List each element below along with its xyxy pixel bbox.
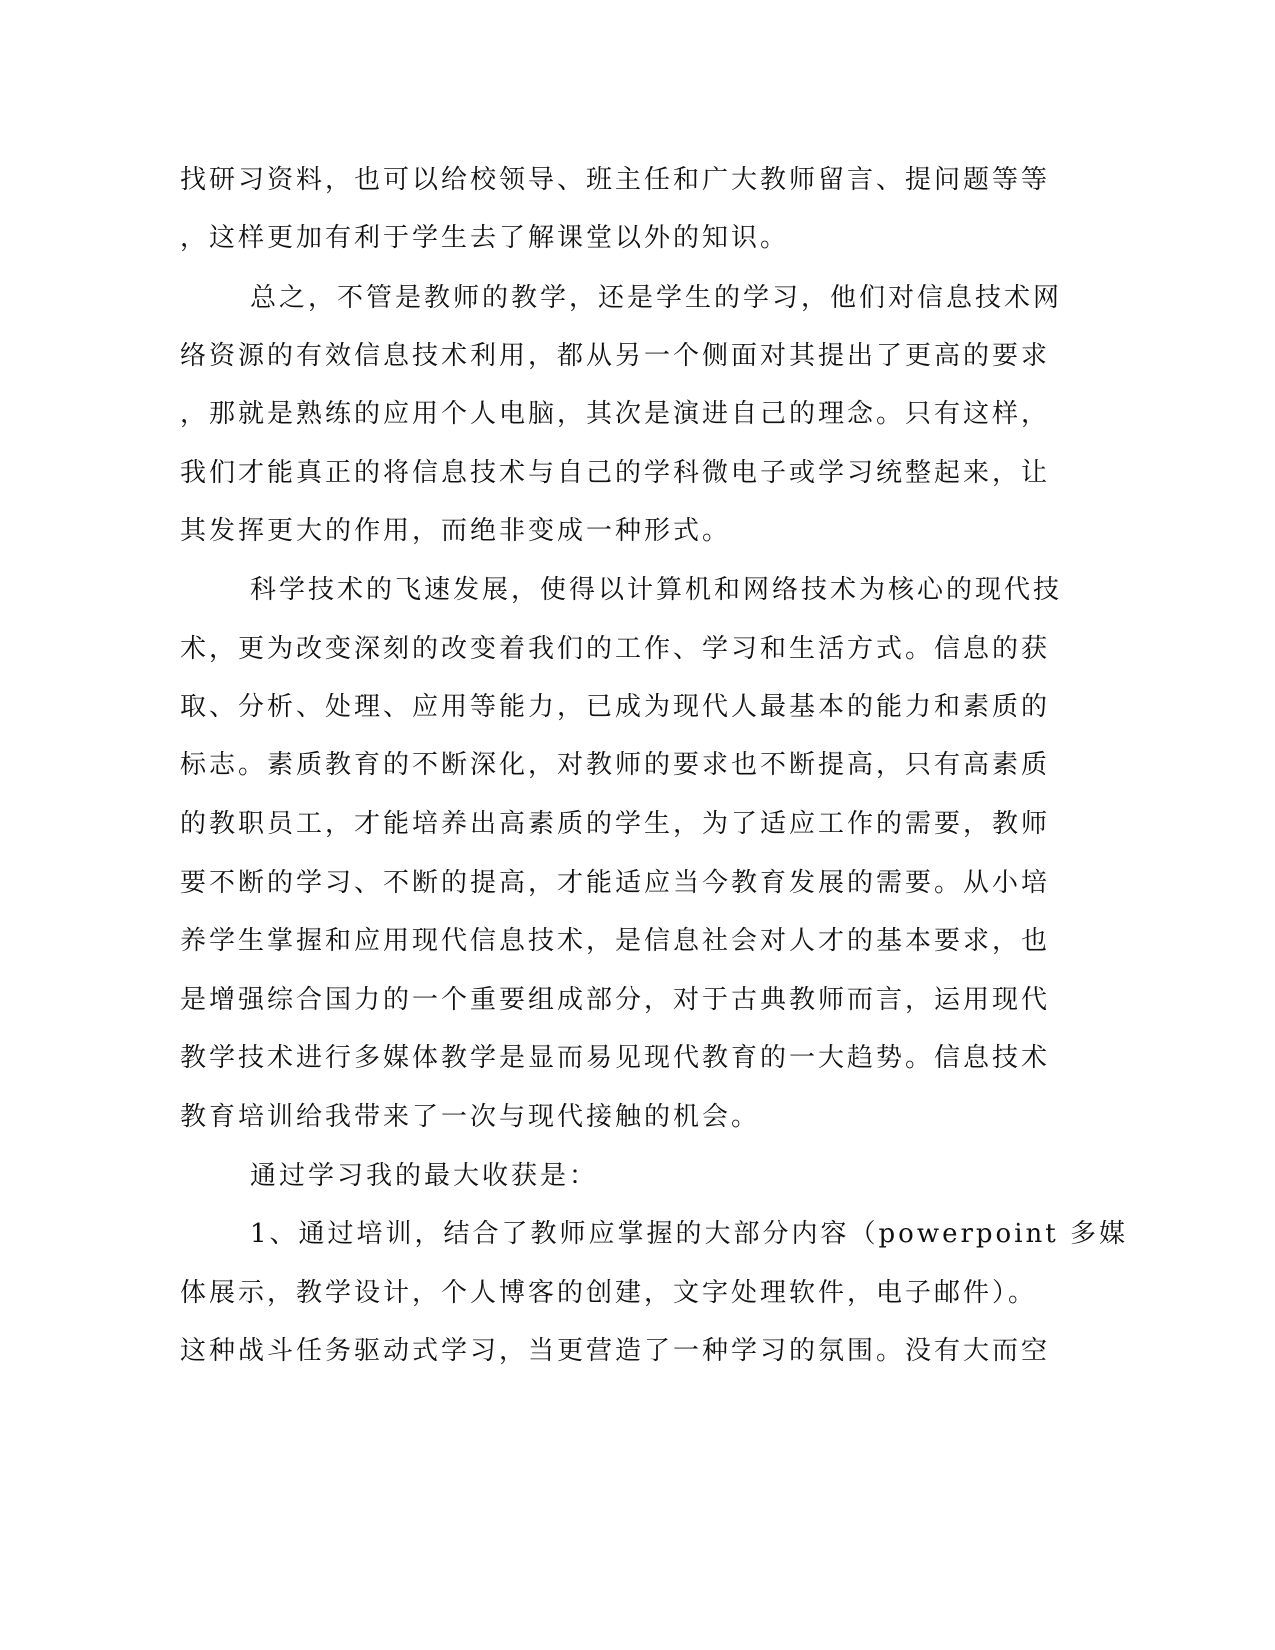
text-line: 养学生掌握和应用现代信息技术，是信息社会对人才的基本要求，也 xyxy=(180,926,1051,956)
text-line: 要不断的学习、不断的提高，才能适应当今教育发展的需要。从小培 xyxy=(180,868,1051,898)
text-line: 的教职员工，才能培养出高素质的学生，为了适应工作的需要，教师 xyxy=(180,809,1051,839)
text-line: ，那就是熟练的应用个人电脑，其次是演进自己的理念。只有这样， xyxy=(180,399,1051,429)
text-line: 教育培训给我带来了一次与现代接触的机会。 xyxy=(180,1102,761,1132)
text-line: 体展示，教学设计，个人博客的创建，文字处理软件，电子邮件）。 xyxy=(180,1278,1038,1308)
text-line: 我们才能真正的将信息技术与自己的学科微电子或学习统整起来，让 xyxy=(180,458,1051,488)
text-line: 找研习资料，也可以给校领导、班主任和广大教师留言、提问题等等 xyxy=(180,165,1051,195)
text-line: 这种战斗任务驱动式学习，当更营造了一种学习的氛围。没有大而空 xyxy=(180,1336,1051,1366)
text-line: 标志。素质教育的不断深化，对教师的要求也不断提高，只有高素质 xyxy=(180,750,1051,780)
text-line: 络资源的有效信息技术利用，都从另一个侧面对其提出了更高的要求 xyxy=(180,341,1051,371)
text-line: 是增强综合国力的一个重要组成部分，对于古典教师而言，运用现代 xyxy=(180,985,1051,1015)
text-line: 术，更为改变深刻的改变着我们的工作、学习和生活方式。信息的获 xyxy=(180,634,1051,664)
list-item-line: 1、通过培训，结合了教师应掌握的大部分内容（powerpoint 多媒 xyxy=(250,1219,1128,1249)
text-line: ，这样更加有利于学生去了解课堂以外的知识。 xyxy=(180,223,790,253)
paragraph-start-line: 科学技术的飞速发展，使得以计算机和网络技术为核心的现代技 xyxy=(250,575,1063,605)
text-line: 其发挥更大的作用，而绝非变成一种形式。 xyxy=(180,516,732,546)
paragraph-start-line: 通过学习我的最大收获是： xyxy=(250,1161,599,1191)
text-line: 教学技术进行多媒体教学是显而易见现代教育的一大趋势。信息技术 xyxy=(180,1043,1051,1073)
text-line: 取、分析、处理、应用等能力，已成为现代人最基本的能力和素质的 xyxy=(180,692,1051,722)
paragraph-start-line: 总之，不管是教师的教学，还是学生的学习，他们对信息技术网 xyxy=(250,283,1063,313)
